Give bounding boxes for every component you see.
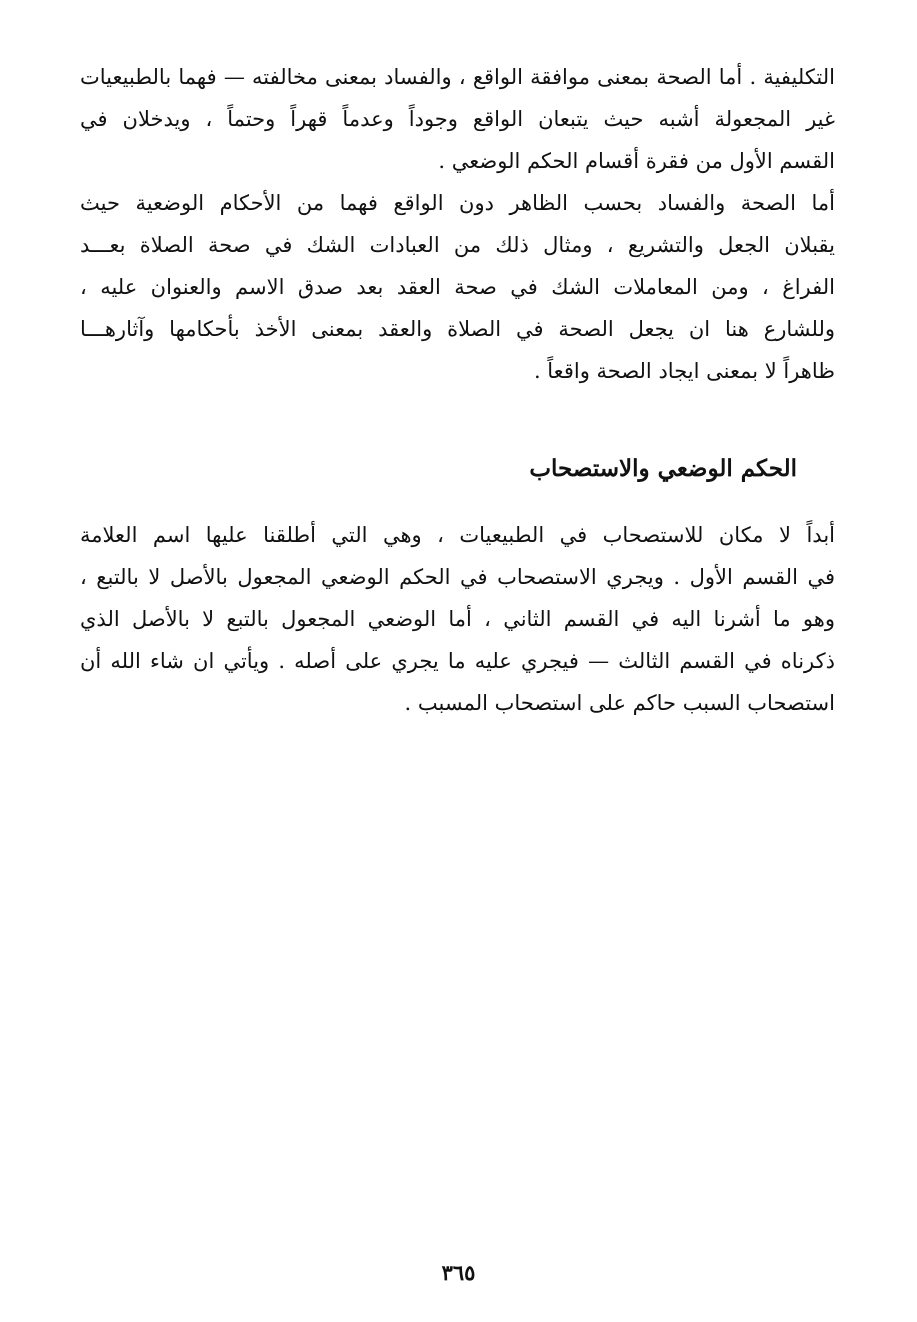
paragraph-line: وهو ما أشرنا اليه في القسم الثاني ، أما الوضعي المجعول بالتبع لا بالأصل الذي — [80, 607, 835, 631]
section-heading: الحكم الوضعي والاستصحاب — [529, 455, 797, 482]
paragraph-line: استصحاب السبب حاكم على استصحاب المسبب . — [404, 691, 835, 715]
paragraph-line: أما الصحة والفساد بحسب الظاهر دون الواقع فهما من الأحكام الوضعية حيث — [80, 191, 835, 215]
paragraph-line: أبداً لا مكان للاستصحاب في الطبيعيات ، وهي التي أطلقنا عليها اسم العلامة — [80, 523, 835, 547]
paragraph-line: الفراغ ، ومن المعاملات الشك في صحة العقد بعد صدق الاسم والعنوان عليه ، — [80, 275, 835, 299]
paragraph-line: ظاهراً لا بمعنى ايجاد الصحة واقعاً . — [533, 359, 835, 383]
paragraph-line: التكليفية . أما الصحة بمعنى موافقة الواقع ، والفساد بمعنى مخالفته — فهما بالطبيعيات — [80, 65, 835, 89]
paragraph-3 — [80, 514, 835, 724]
paragraph-line: وللشارع هنا ان يجعل الصحة في الصلاة والعقد بمعنى الأخذ بأحكامها وآثارهـــا — [80, 317, 835, 341]
paragraph-1 — [80, 56, 835, 182]
page-number: ٣٦٥ — [441, 1260, 476, 1285]
paragraph-line: يقبلان الجعل والتشريع ، ومثال ذلك من العبادات الشك في صحة الصلاة بعـــد — [80, 233, 835, 257]
paragraph-line: ذكرناه في القسم الثالث — فيجري عليه ما يجري على أصله . ويأتي ان شاء الله أن — [80, 649, 835, 673]
paragraph-2 — [80, 182, 835, 392]
paragraph-line: في القسم الأول . ويجري الاستصحاب في الحكم الوضعي المجعول بالأصل لا بالتبع ، — [80, 565, 835, 589]
paragraph-line: غير المجعولة أشبه حيث يتبعان الواقع وجوداً وعدماً قهراً وحتماً ، ويدخلان في — [80, 107, 835, 131]
paragraph-line: القسم الأول من فقرة أقسام الحكم الوضعي . — [438, 149, 835, 173]
